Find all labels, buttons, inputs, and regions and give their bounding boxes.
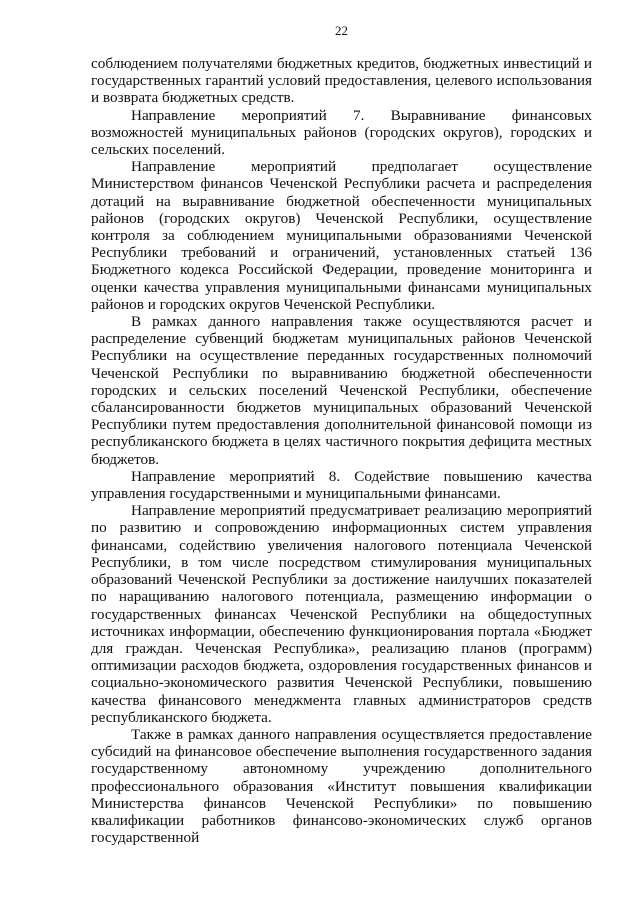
paragraph-direction-7-subventions: В рамках данного направления также осуществляются расчет и распределение субвенций бюджетам муниципальных районов Чеченской Республики на осуществление переданных государственных полномочий Чеченской Республики по выравниванию бюджетной обеспеченности городских и сельских поселений Чеченской Республики, обеспечение сбалансированности бюджетов муниципальных образований Чеченской Республики путем предоставления дополнительной финансовой помощи из республиканского бюджета в целях частичного покрытия дефицита местных бюджетов. — [91, 313, 592, 468]
page-number: 22 — [335, 23, 348, 38]
paragraph-direction-8-description: Направление мероприятий предусматривает реализацию мероприятий по развитию и сопровождению информационных систем управления финансами, содействию увеличения налогового потенциала Чеченской Республики, в том числе посредством стимулирования муниципальных образований Чеченской Республики за достижение наилучших показателей по наращиванию налогового потенциала, размещению информации о государственных финансах Чеченской Республики на общедоступных источниках информации, обеспечению функционирования портала «Бюджет для граждан. Чеченская Республика», реализацию планов (программ) оптимизации расходов бюджета, оздоровления государственных финансов и социально-экономического развития Чеченской Республики, повышению качества финансового менеджмента главных администраторов средств республиканского бюджета. — [91, 502, 592, 726]
paragraph-direction-8-heading: Направление мероприятий 8. Содействие повышению качества управления государственными и муниципальными финансами. — [91, 467, 592, 503]
paragraph-direction-8-subsidies: Также в рамках данного направления осуществляется предоставление субсидий на финансовое обеспечение выполнения государственного задания государственному автономному учреждению дополнительного профессионального образования «Институт повышения квалификации Министерства финансов Чеченской Республики» по повышению квалификации работников финансово-экономических служб органов государственной — [91, 725, 592, 847]
paragraph-continuation: соблюдением получателями бюджетных кредитов, бюджетных инвестиций и государственных гарантий условий предоставления, целевого использования и возврата бюджетных средств. — [91, 55, 592, 107]
paragraph-direction-7-heading: Направление мероприятий 7. Выравнивание финансовых возможностей муниципальных районов (городских округов), городских и сельских поселений. — [91, 106, 592, 159]
document-body — [91, 55, 592, 846]
paragraph-direction-7-description: Направление мероприятий предполагает осуществление Министерством финансов Чеченской Республики расчета и распределения дотаций на выравнивание бюджетной обеспеченности муниципальных районов (городских округов) Чеченской Республики, осуществление контроля за соблюдением муниципальными образованиями Чеченской Республики требований и ограничений, установленных статьей 136 Бюджетного кодекса Российской Федерации, проведение мониторинга и оценки качества управления муниципальными финансами муниципальных районов и городских округов Чеченской Республики. — [91, 158, 592, 313]
